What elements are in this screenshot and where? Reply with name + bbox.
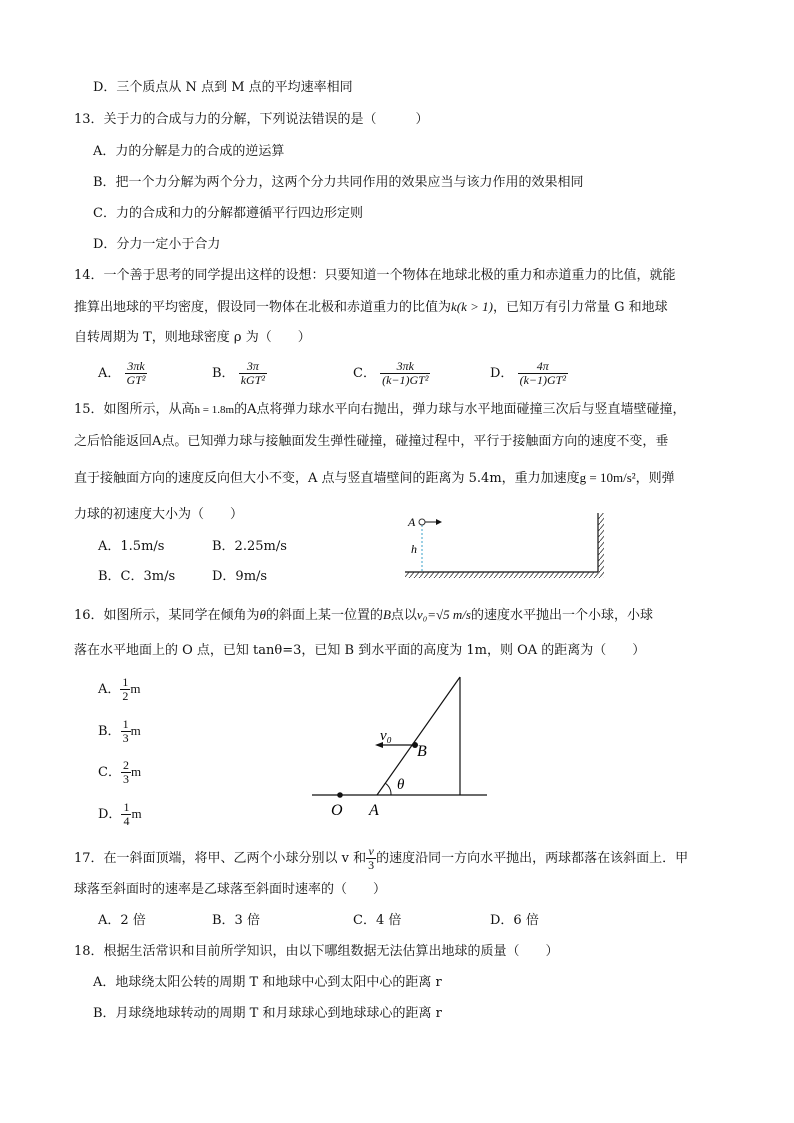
q16-option-b: B． $\frac{1}{3}$ m — [98, 717, 141, 745]
q15-ball — [419, 519, 425, 525]
q14-option-c: C． $\frac{3\pi k}{\text{(k−1)GT²}}$ — [353, 359, 429, 387]
q15-option-c: B．C．3m/s — [98, 569, 176, 584]
q16-label-b: B — [417, 743, 427, 760]
q15-stem-line3: 直于接触面方向的速度反向但大小不变，A 点与竖直墙壁间的距离为 5.4m，重力加速度g = 10m/s²，则弹 — [74, 470, 675, 486]
q14-option-a: A． $\frac{3\pi k}{\text{GT²}}$ — [98, 359, 146, 387]
q13-option-a: A．力的分解是力的合成的逆运算 — [93, 144, 285, 159]
q17-stem-line2: 球落至斜面时的速率是乙球落至斜面时速率的（ ） — [74, 882, 387, 897]
q15-option-b: B．2.25m/s — [212, 539, 287, 554]
q14-stem-line2: 推算出地球的平均密度，假设同一物体在北极和赤道重力的比值为k(k > 1)，已知万有引力常量 G 和地球 — [74, 299, 668, 315]
q18-stem: 18．根据生活常识和目前所学知识，由以下哪组数据无法估算出地球的质量（ ） — [74, 944, 559, 959]
q17-option-a: A．2 倍 — [98, 913, 146, 928]
q16-point-o — [337, 792, 343, 798]
q16-label-a: A — [369, 802, 379, 819]
q16-label-theta: θ — [397, 777, 405, 793]
q15-stem-line1: 15．如图所示，从高h = 1.8m的A点将弹力球水平向右抛出，弹力球与水平地面碰撞三次后与竖直墙壁碰撞， — [74, 402, 686, 417]
q15-label-h: h — [411, 542, 417, 556]
q13-stem: 13．关于力的合成与力的分解，下列说法错误的是（ ） — [74, 112, 429, 127]
q16-label-o: O — [331, 802, 343, 819]
q15-stem-line4: 力球的初速度大小为（ ） — [74, 507, 244, 522]
q15-label-a: A — [408, 515, 416, 529]
q13-option-d: D．分力一定小于合力 — [93, 237, 221, 252]
q15-wall-hatch — [598, 513, 604, 578]
q16-option-c: C． $\frac{2}{3}$ m — [98, 758, 142, 786]
q18-option-a: A．地球绕太阳公转的周期 T 和地球中心到太阳中心的距离 r — [93, 975, 442, 990]
q15-option-a: A．1.5m/s — [98, 539, 165, 554]
q16-figure — [305, 670, 495, 825]
q17-option-b: B．3 倍 — [212, 913, 260, 928]
q16-angle-arc — [385, 783, 391, 795]
q15-arrowhead — [436, 519, 442, 525]
q14-option-d: D． $\frac{4\pi}{\text{(k−1)GT²}}$ — [490, 359, 566, 387]
q16-stem-line2: 落在水平地面上的 O 点，已知 tanθ=3，已知 B 到水平面的高度为 1m，则 OA 的距离为（ ） — [74, 643, 646, 658]
q14-stem-line1: 14．一个善于思考的同学提出这样的设想：只要知道一个物体在地球北极的重力和赤道重力的比值，就能 — [74, 268, 676, 283]
q17-option-d: D．6 倍 — [490, 913, 539, 928]
q17-stem-line1: 17．在一斜面顶端，将甲、乙两个小球分别以 v 和 $\frac{v}{3}$ 的速度沿同一方向水平抛出，两球都落在该斜面上．甲 — [74, 844, 689, 872]
q18-option-b: B．月球绕地球转动的周期 T 和月球球心到地球球心的距离 r — [93, 1006, 442, 1021]
q12-option-d: D．三个质点从 N 点到 M 点的平均速率相同 — [93, 80, 353, 95]
q13-option-c: C．力的合成和力的分解都遵循平行四边形定则 — [93, 206, 363, 221]
q16-option-d: D． $\frac{1}{4}$ m — [98, 800, 142, 828]
q16-option-a: A． $\frac{1}{2}$ m — [98, 675, 141, 703]
q15-stem-line2: 之后恰能返回A点。已知弹力球与接触面发生弹性碰撞，碰撞过程中，平行于接触面方向的速度不变，垂 — [74, 434, 669, 449]
q16-label-v0: v₀ — [380, 728, 392, 744]
q15-ground-hatch — [405, 572, 598, 578]
q15-option-d: D．9m/s — [212, 569, 268, 584]
q14-option-b: B． $\frac{3\pi}{\text{kGT²}}$ — [212, 359, 265, 387]
q14-stem-line3: 自转周期为 T，则地球密度 ρ 为（ ） — [74, 330, 311, 345]
q17-option-c: C．4 倍 — [353, 913, 402, 928]
q16-stem-line1: 16．如图所示，某同学在倾角为θ的斜面上某一位置的B点以v₀=√5 m/s的速度水平抛出一个小球，小球 — [74, 607, 653, 623]
q13-option-b: B．把一个力分解为两个分力，这两个分力共同作用的效果应当与该力作用的效果相同 — [93, 175, 584, 190]
q15-figure — [395, 505, 610, 585]
